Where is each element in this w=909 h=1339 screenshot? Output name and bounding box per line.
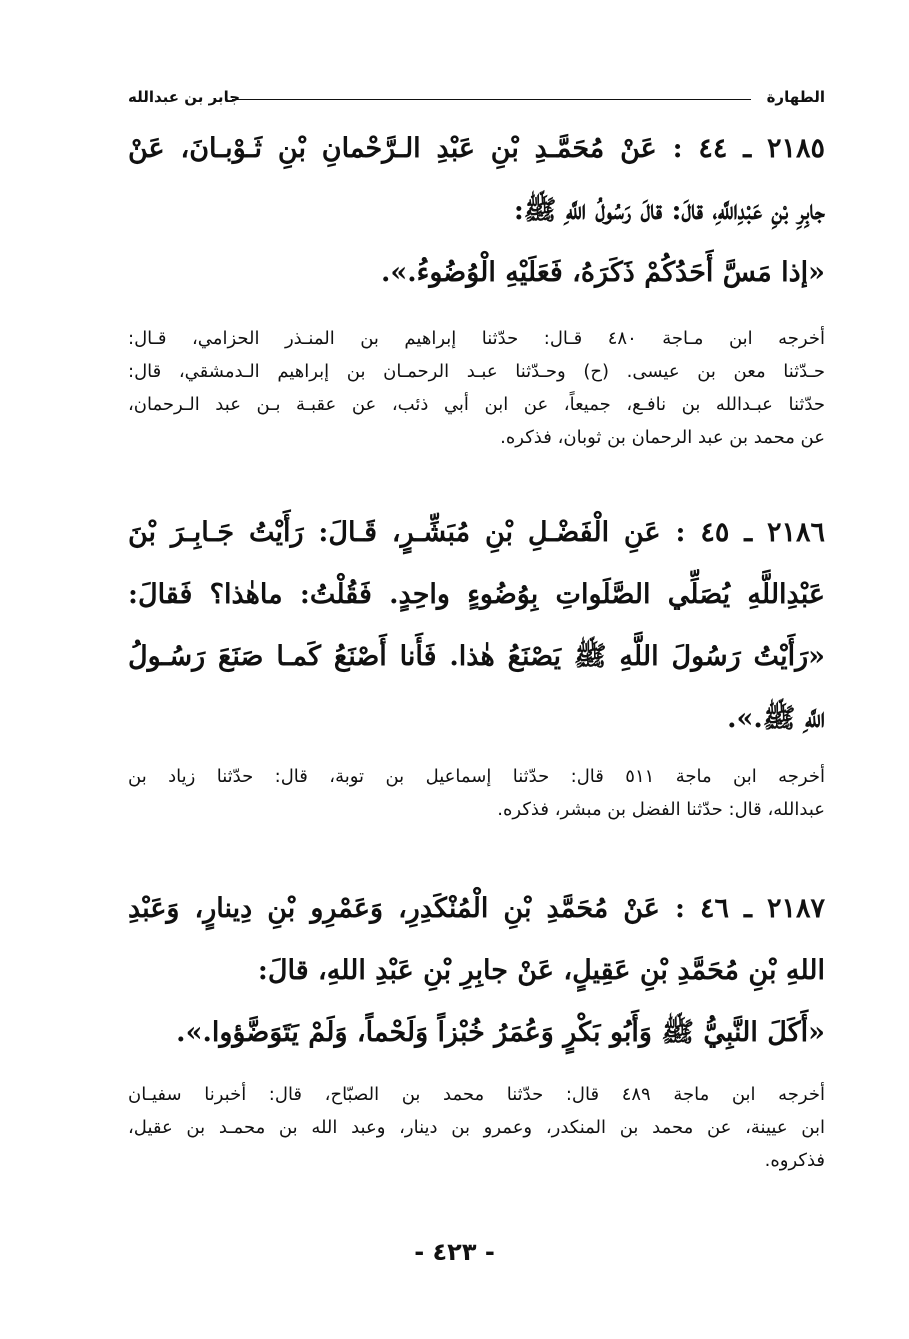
hadith-line: ٢١٨٥ ـ ٤٤ : عَنْ مُحَمَّـدِ بْنِ عَبْدِ الـرَّحْمانِ بْنِ ثَـوْبـانَ، عَنْ [128,133,825,164]
note-line: أخرجه ابن ماجة ٤٨٩ قال: حدّثنا محمد بن الصبّاح، قال: أخبرنا سفيـان [128,1084,825,1105]
hadith-line: «رَأَيْتُ رَسُولَ اللَّهِ ﷺ يَصْنَعُ هٰذا. فَأَنا أَصْنَعُ كَمـا صَنَعَ رَسُـولُ [128,641,825,672]
hadith-2185 [128,118,825,304]
hadith-line: اللَّهِ ﷺ.». [727,703,825,734]
companion-title: جابر بن عبدالله [128,88,241,106]
hadith-2187 [128,878,825,1064]
note-line: عن محمد بن عبد الرحمان بن ثوبان، فذكره. [500,427,825,448]
hadith-2186 [128,502,825,750]
page-number: - ٤٢٣ - [414,1238,495,1266]
note-line: أخرجه ابن ماجة ٥١١ قال: حدّثنا إسماعيل بن توبة، قال: حدّثنا زياد بن [128,766,825,787]
hadith-line: ٢١٨٦ ـ ٤٥ : عَنِ الْفَضْـلِ بْنِ مُبَشِّـرٍ، قَـالَ: رَأَيْتُ جَـابِـرَ بْنَ [128,517,825,548]
takhrij-2185 [128,322,825,454]
note-line: حدّثنا عبـدالله بن نافـع، جميعاً، عن ابن أبي ذئب، عن عقبـة بـن عبد الـرحمان، [128,394,825,415]
takhrij-2187 [128,1078,825,1177]
hadith-line: عَبْدِاللَّهِ يُصَلِّي الصَّلَواتِ بِوُضُوءٍ واحِدٍ. فَقُلْتُ: ماهٰذا؟ فَقالَ: [128,579,825,610]
hadith-line: «أَكَلَ النَّبِيُّ ﷺ وَأَبُو بَكْرٍ وَعُمَرُ خُبْزاً وَلَحْماً، وَلَمْ يَتَوَضَّؤوا.». [176,1017,825,1048]
note-line: عبدالله، قال: حدّثنا الفضل بن مبشر، فذكره. [497,799,825,820]
hadith-line: اللهِ بْنِ مُحَمَّدِ بْنِ عَقِيلٍ، عَنْ جابِرِ بْنِ عَبْدِ اللهِ، قالَ: [257,955,825,986]
note-line: أخرجه ابن مـاجة ٤٨٠ قـال: حدّثنا إبراهيم بن المنـذر الحزامي، قـال: [128,328,825,349]
note-line: حـدّثنا معن بن عيسى. (ح) وحـدّثنا عبـد الرحمـان بن إبراهيم الـدمشقي، قال: [128,361,825,382]
chapter-title: الطهارة [766,88,825,106]
header-rule [232,99,751,100]
takhrij-2186 [128,760,825,826]
running-header [128,88,825,110]
hadith-line: «إذا مَسَّ أَحَدُكُمْ ذَكَرَهُ، فَعَلَيْهِ الْوُضُوءُ.». [380,257,825,288]
hadith-line: ٢١٨٧ ـ ٤٦ : عَنْ مُحَمَّدِ بْنِ الْمُنْكَدِرِ، وَعَمْرِو بْنِ دِينارٍ، وَعَبْدِ [128,893,825,924]
note-line: ابن عيينة، عن محمد بن المنكدر، وعمرو بن دينار، وعبد الله بن محمـد بن عقيل، [128,1117,825,1138]
note-line: فذكروه. [764,1150,825,1171]
hadith-line: جابِرِ بْنِ عَبْدِاللَّهِ، قالَ: قالَ رَسُولُ اللَّهِ ﷺ: [513,195,825,226]
